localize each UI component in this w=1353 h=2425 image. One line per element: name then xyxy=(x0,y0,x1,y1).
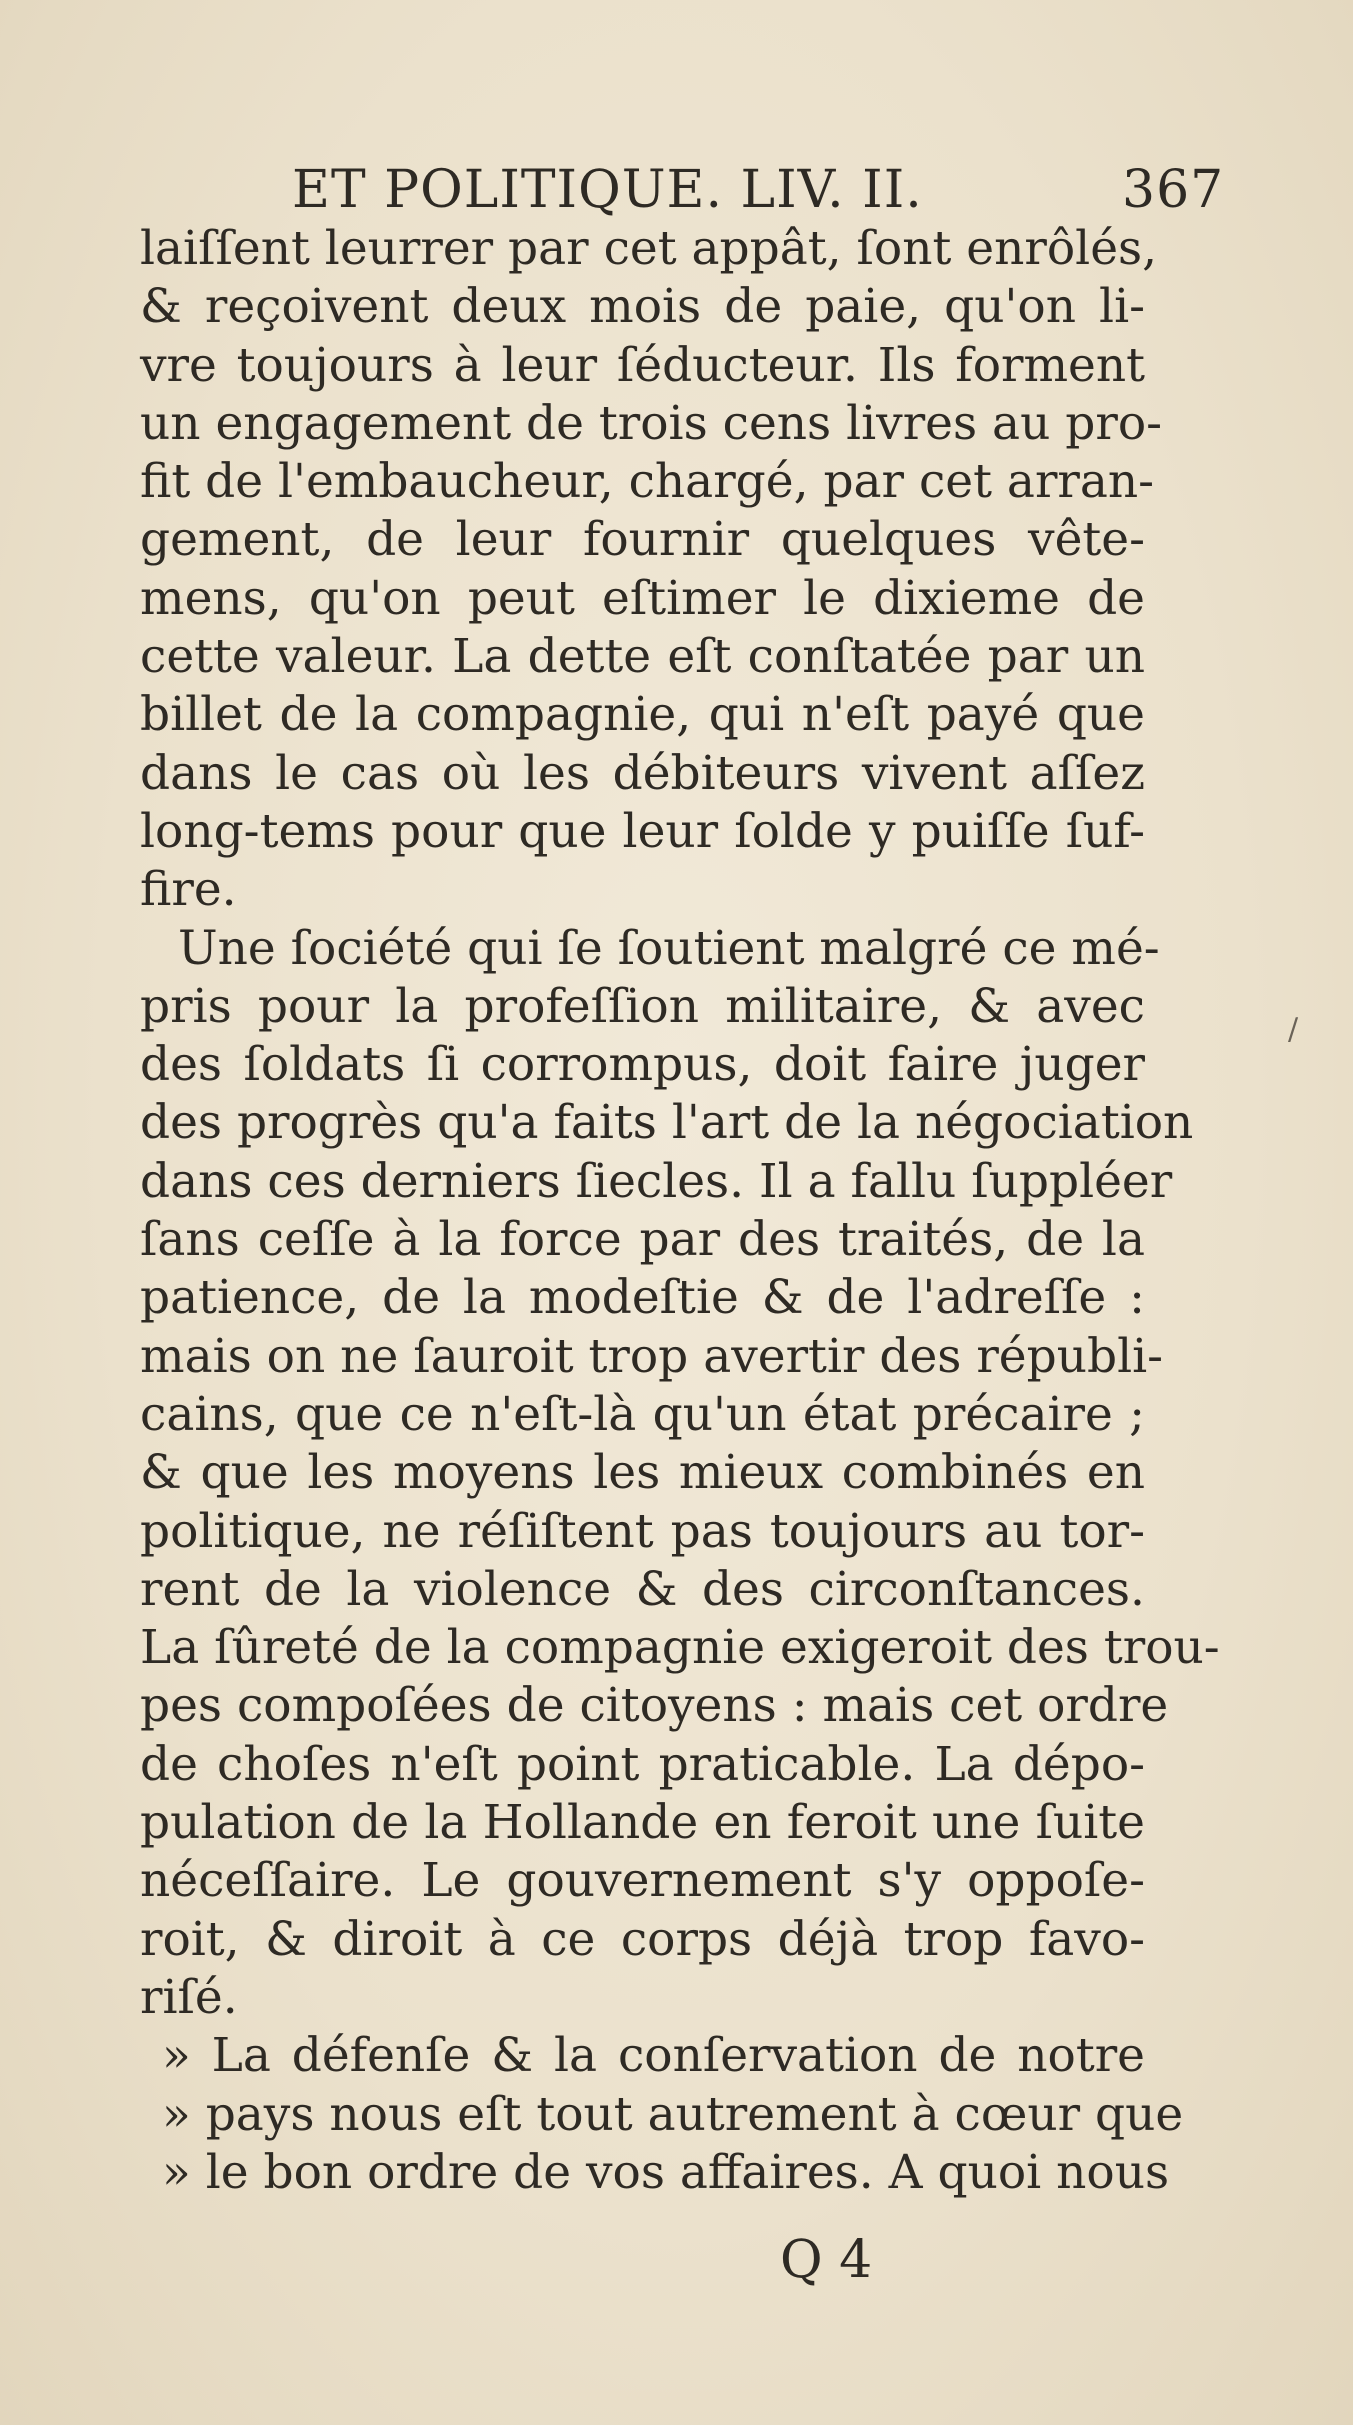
text-line: cette valeur. La dette eſt conſtatée par un xyxy=(140,629,1145,685)
text-line: laiſſent leurrer par cet appât, ſont enrôlés, xyxy=(140,221,1158,276)
running-title: ET POLITIQUE. LIV. II. xyxy=(292,160,923,220)
text-line: cains, que ce n'eſt-là qu'un état précaire ; xyxy=(140,1386,1145,1442)
page-number: 367 xyxy=(1122,160,1225,220)
paragraph-start-line: Une ſociété qui ſe ſoutient malgré ce mé- xyxy=(178,920,1160,976)
text-line: pris pour la profeſſion militaire, & avec xyxy=(140,978,1145,1034)
text-line: de choſes n'eſt point praticable. La dépo- xyxy=(140,1736,1145,1792)
quote-line: » pays nous eſt tout autrement à cœur que xyxy=(162,2086,1184,2142)
text-line: riſé. xyxy=(140,1969,238,2025)
margin-mark: / xyxy=(1288,1012,1299,1047)
text-line: politique, ne réſiſtent pas toujours au tor- xyxy=(140,1503,1145,1559)
text-line: billet de la compagnie, qui n'eſt payé que xyxy=(140,687,1145,743)
text-line: rent de la violence & des circonſtances. xyxy=(140,1561,1145,1617)
text-line: des ſoldats ſi corrompus, doit faire juger xyxy=(140,1037,1145,1093)
text-line: dans le cas où les débiteurs vivent aſſez xyxy=(140,745,1145,801)
text-line: & que les moyens les mieux combinés en xyxy=(140,1445,1145,1501)
signature-mark: Q 4 xyxy=(780,2230,873,2290)
text-line: La ſûreté de la compagnie exigeroit des trou- xyxy=(140,1620,1220,1676)
text-line: pulation de la Hollande en feroit une ſuite xyxy=(140,1795,1145,1851)
quote-line: » le bon ordre de vos affaires. A quoi nous xyxy=(162,2144,1170,2200)
text-line: un engagement de trois cens livres au pro- xyxy=(140,395,1163,451)
running-header xyxy=(292,150,1225,230)
text-line: mens, qu'on peut eſtimer le dixieme de xyxy=(140,570,1145,626)
text-line: des progrès qu'a faits l'art de la négociation xyxy=(140,1095,1194,1151)
text-line: roit, & diroit à ce corps déjà trop favo- xyxy=(140,1911,1145,1967)
text-line: long-tems pour que leur ſolde y puiſſe ſuf- xyxy=(140,803,1145,859)
text-line: vre toujours à leur ſéducteur. Ils forment xyxy=(140,337,1145,393)
text-line: néceſſaire. Le gouvernement s'y oppoſe- xyxy=(140,1853,1145,1909)
quote-line: » La défenſe & la conſervation de notre xyxy=(162,2028,1145,2084)
text-line: pes compoſées de citoyens : mais cet ordre xyxy=(140,1678,1169,1734)
text-line: & reçoivent deux mois de paie, qu'on li- xyxy=(140,279,1145,335)
text-line: patience, de la modeſtie & de l'adreſſe : xyxy=(140,1270,1145,1326)
text-line: dans ces derniers ſiecles. Il a fallu ſuppléer xyxy=(140,1153,1173,1209)
text-line: gement, de leur fournir quelques vête- xyxy=(140,512,1145,568)
text-line: mais on ne ſauroit trop avertir des républi- xyxy=(140,1328,1164,1384)
text-line: fire. xyxy=(140,862,237,918)
text-line: ſans ceſſe à la force par des traités, de la xyxy=(140,1212,1145,1268)
body-text xyxy=(140,220,1220,2202)
text-line: fit de l'embaucheur, chargé, par cet arran- xyxy=(140,454,1155,510)
